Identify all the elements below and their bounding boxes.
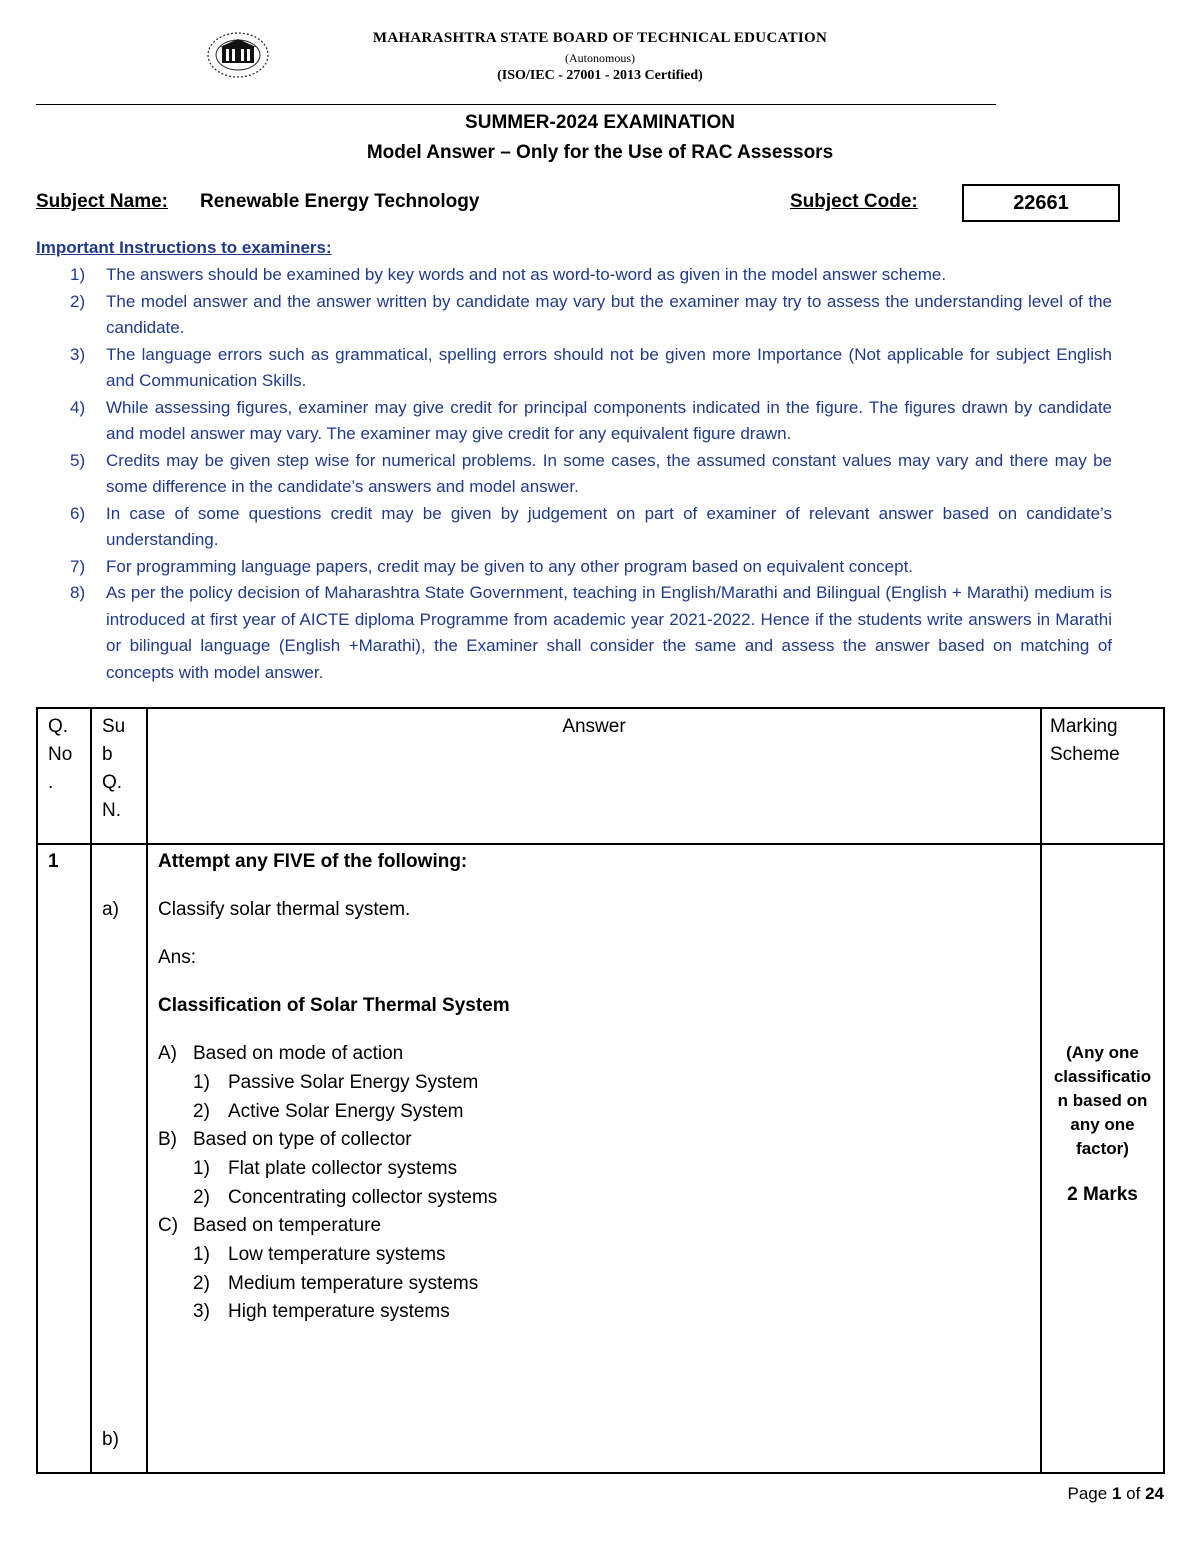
- instruction-item: 2) The model answer and the answer written by candidate may vary but the examiner may try to assess the understanding level of the candidate.: [70, 291, 1112, 337]
- subquestion-b: b): [102, 1429, 119, 1450]
- table-header-divider: [38, 843, 1163, 845]
- table-divider: [90, 709, 92, 1472]
- question-number: 1: [48, 851, 59, 872]
- exam-subtitle: Model Answer – Only for the Use of RAC Assessors: [366, 142, 834, 163]
- group-letter: B): [158, 1129, 177, 1150]
- instruction-item: 3) The language errors such as grammatical, spelling errors should not be given more Importance (Not applicable for subject English and Communication Skills.: [70, 344, 1112, 390]
- list-item: Concentrating collector systems: [228, 1187, 498, 1208]
- instruction-item: 1) The answers should be examined by key words and not as word-to-word as given in the model answer scheme.: [70, 265, 947, 284]
- org-certification: (ISO/IEC - 27001 - 2013 Certified): [497, 68, 703, 83]
- msbte-seal-icon: [206, 30, 270, 80]
- instructions-list: [36, 262, 1112, 686]
- item-number: 2): [193, 1187, 210, 1208]
- table-divider: [146, 709, 148, 1472]
- page-footer: Page 1 of 24: [1067, 1484, 1164, 1503]
- item-number: 1): [193, 1072, 210, 1093]
- list-item: Active Solar Energy System: [228, 1101, 464, 1122]
- question-a-text: Classify solar thermal system.: [158, 899, 411, 920]
- org-autonomous: (Autonomous): [565, 51, 635, 65]
- instruction-item: 4) While assessing figures, examiner may give credit for principal components indicated in the figure. The figures drawn by candidate and model answer may vary. The examiner may give credit for any equivalent figure drawn.: [70, 397, 1112, 443]
- marks-value: 2 Marks: [1067, 1184, 1138, 1205]
- list-item: Low temperature systems: [228, 1244, 446, 1265]
- classification-title: Classification of Solar Thermal System: [158, 995, 510, 1016]
- question-instruction: Attempt any FIVE of the following:: [158, 851, 468, 872]
- header-divider: [36, 104, 996, 105]
- group-title: Based on mode of action: [193, 1043, 404, 1064]
- subject-code-label: Subject Code:: [790, 191, 918, 212]
- header-marking: Marking Scheme: [1050, 716, 1120, 765]
- item-number: 2): [193, 1273, 210, 1294]
- instruction-item: 8) As per the policy decision of Maharashtra State Government, teaching in English/Marathi and Bilingual (English + Marathi) medium is introduced at first year of AICTE diploma Programme from academic year 2021-2022. Hence if the students write answers in Marathi or bilingual language (English +Marathi), the Examiner shall consider the same and assess the answer based on matching of concepts with model answer.: [70, 583, 1112, 682]
- org-name: MAHARASHTRA STATE BOARD OF TECHNICAL EDUCATION: [372, 30, 828, 46]
- subject-name-label: Subject Name:: [36, 191, 168, 212]
- item-number: 2): [193, 1101, 210, 1122]
- answer-label: Ans:: [158, 947, 197, 968]
- header-qno: Q. No .: [48, 716, 73, 793]
- exam-title: SUMMER-2024 EXAMINATION: [465, 112, 735, 133]
- instruction-item: 7) For programming language papers, credit may be given to any other program based on equivalent concept.: [70, 556, 914, 576]
- subject-name: Renewable Energy Technology: [200, 191, 480, 212]
- page-number: 1: [1111, 1484, 1122, 1503]
- group-title: Based on type of collector: [193, 1129, 412, 1150]
- subquestion-a: a): [102, 899, 119, 920]
- group-letter: A): [158, 1043, 177, 1064]
- list-item: Flat plate collector systems: [228, 1158, 458, 1179]
- header-subq: Su b Q. N.: [102, 716, 126, 821]
- item-number: 1): [193, 1244, 210, 1265]
- marking-note: (Any one classificatio n based on any one factor): [1053, 1043, 1152, 1158]
- instructions-heading: Important Instructions to examiners:: [36, 238, 332, 257]
- answer-table: [36, 707, 1165, 1474]
- instruction-item: 6) In case of some questions credit may be given by judgement on part of examiner of relevant answer based on candidate’s understanding.: [70, 503, 1112, 549]
- group-title: Based on temperature: [193, 1215, 382, 1236]
- list-item: High temperature systems: [228, 1301, 450, 1322]
- item-number: 1): [193, 1158, 210, 1179]
- item-number: 3): [193, 1301, 210, 1322]
- list-item: Medium temperature systems: [228, 1273, 479, 1294]
- page-total: 24: [1145, 1484, 1164, 1503]
- group-letter: C): [158, 1215, 179, 1236]
- header-answer: Answer: [562, 716, 626, 737]
- subject-code: 22661: [962, 184, 1120, 222]
- list-item: Passive Solar Energy System: [228, 1072, 479, 1093]
- instruction-item: 5) Credits may be given step wise for numerical problems. In some cases, the assumed constant values may vary and there may be some difference in the candidate’s answers and model answer.: [70, 450, 1112, 496]
